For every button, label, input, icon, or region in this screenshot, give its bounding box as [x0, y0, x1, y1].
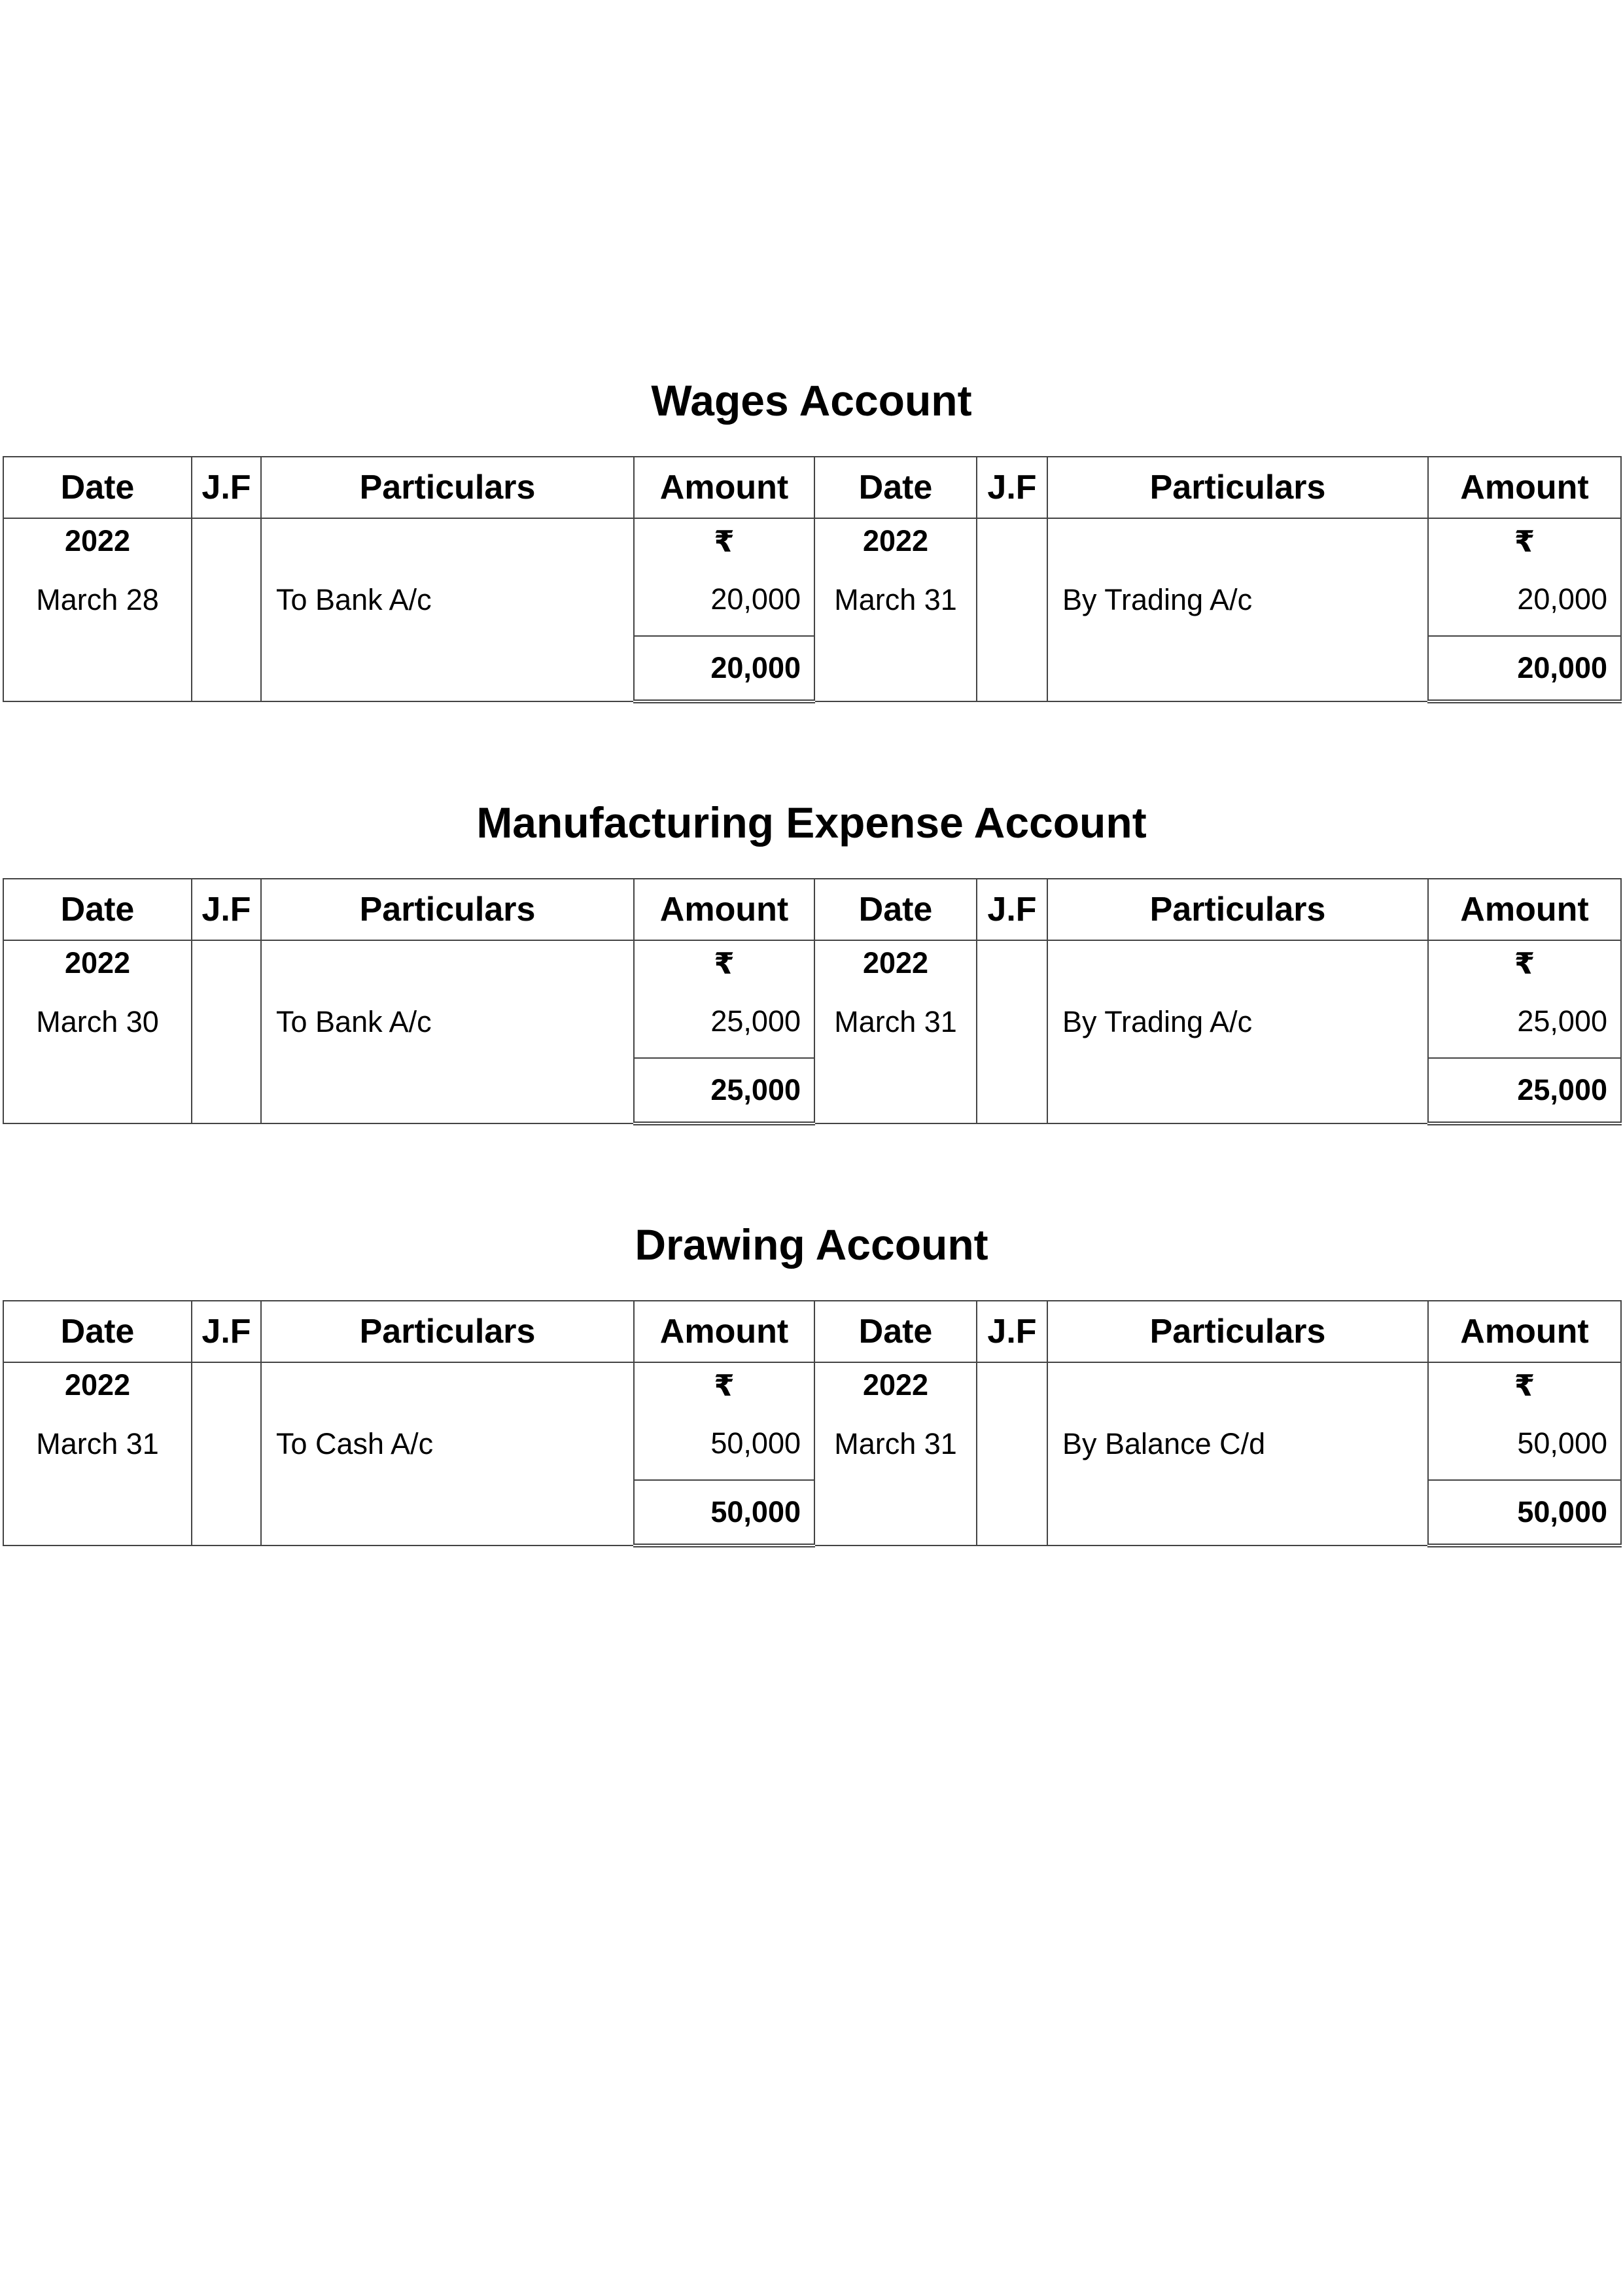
empty-cell [192, 1058, 261, 1123]
header-amount: Amount [634, 1301, 814, 1362]
credit-particulars-cell [1047, 518, 1428, 563]
credit-date: March 31 [814, 1407, 977, 1480]
credit-currency-symbol: ₹ [1428, 1362, 1621, 1407]
empty-cell [261, 1480, 634, 1545]
ledger-table [3, 1300, 1622, 1547]
empty-cell [977, 636, 1047, 701]
debit-amount: 20,000 [634, 563, 814, 636]
debit-amount: 50,000 [634, 1407, 814, 1480]
entry-row [3, 985, 1621, 1058]
debit-currency-symbol: ₹ [634, 940, 814, 985]
year-row [3, 518, 1621, 563]
credit-jf-cell [977, 940, 1047, 985]
empty-cell [3, 1058, 192, 1123]
debit-particulars: To Cash A/c [261, 1407, 634, 1480]
debit-jf-cell [192, 518, 261, 563]
header-amount: Amount [1428, 457, 1621, 518]
debit-jf-cell [192, 940, 261, 985]
credit-jf-cell [977, 518, 1047, 563]
credit-particulars: By Balance C/d [1047, 1407, 1428, 1480]
debit-particulars-cell [261, 518, 634, 563]
header-row [3, 879, 1621, 940]
debit-year: 2022 [3, 940, 192, 985]
credit-jf-cell [977, 1362, 1047, 1407]
year-row [3, 1362, 1621, 1407]
credit-total: 20,000 [1428, 636, 1621, 701]
header-amount: Amount [1428, 879, 1621, 940]
empty-cell [261, 1058, 634, 1123]
credit-currency-symbol: ₹ [1428, 940, 1621, 985]
header-particulars: Particulars [1047, 457, 1428, 518]
credit-date: March 31 [814, 563, 977, 636]
ledger-table [3, 878, 1622, 1125]
credit-year: 2022 [814, 940, 977, 985]
total-row [3, 636, 1621, 701]
header-date: Date [814, 457, 977, 518]
header-amount: Amount [634, 879, 814, 940]
account-title: Manufacturing Expense Account [476, 798, 1147, 847]
debit-year: 2022 [3, 518, 192, 563]
debit-currency-symbol: ₹ [634, 518, 814, 563]
entry-row [3, 1407, 1621, 1480]
header-particulars: Particulars [1047, 1301, 1428, 1362]
header-row [3, 1301, 1621, 1362]
header-date: Date [814, 1301, 977, 1362]
credit-particulars-cell [1047, 940, 1428, 985]
header-jf: J.F [977, 879, 1047, 940]
year-row [3, 940, 1621, 985]
debit-jf-cell [192, 1362, 261, 1407]
debit-particulars-cell [261, 1362, 634, 1407]
credit-year: 2022 [814, 518, 977, 563]
debit-total: 25,000 [634, 1058, 814, 1123]
empty-cell [1047, 1058, 1428, 1123]
header-row [3, 457, 1621, 518]
debit-jf [192, 563, 261, 636]
total-row [3, 1058, 1621, 1123]
header-amount: Amount [634, 457, 814, 518]
header-jf: J.F [192, 457, 261, 518]
credit-total: 50,000 [1428, 1480, 1621, 1545]
header-jf: J.F [977, 1301, 1047, 1362]
empty-cell [261, 636, 634, 701]
header-jf: J.F [192, 1301, 261, 1362]
header-particulars: Particulars [1047, 879, 1428, 940]
header-date: Date [3, 457, 192, 518]
debit-date: March 31 [3, 1407, 192, 1480]
header-particulars: Particulars [261, 457, 634, 518]
credit-particulars-cell [1047, 1362, 1428, 1407]
empty-cell [814, 1480, 977, 1545]
empty-cell [814, 636, 977, 701]
total-row [3, 1480, 1621, 1545]
credit-particulars: By Trading A/c [1047, 563, 1428, 636]
empty-cell [977, 1480, 1047, 1545]
credit-jf [977, 985, 1047, 1058]
credit-currency-symbol: ₹ [1428, 518, 1621, 563]
empty-cell [1047, 1480, 1428, 1545]
debit-jf [192, 1407, 261, 1480]
empty-cell [192, 1480, 261, 1545]
credit-amount: 25,000 [1428, 985, 1621, 1058]
account-title: Wages Account [651, 376, 972, 425]
header-jf: J.F [192, 879, 261, 940]
credit-year: 2022 [814, 1362, 977, 1407]
debit-particulars: To Bank A/c [261, 985, 634, 1058]
credit-particulars: By Trading A/c [1047, 985, 1428, 1058]
header-date: Date [814, 879, 977, 940]
ledger-table [3, 456, 1622, 703]
header-jf: J.F [977, 457, 1047, 518]
entry-row [3, 563, 1621, 636]
header-particulars: Particulars [261, 1301, 634, 1362]
debit-total: 20,000 [634, 636, 814, 701]
account-title: Drawing Account [635, 1220, 988, 1269]
debit-amount: 25,000 [634, 985, 814, 1058]
debit-jf [192, 985, 261, 1058]
header-date: Date [3, 879, 192, 940]
credit-jf [977, 563, 1047, 636]
debit-particulars: To Bank A/c [261, 563, 634, 636]
header-date: Date [3, 1301, 192, 1362]
debit-currency-symbol: ₹ [634, 1362, 814, 1407]
header-amount: Amount [1428, 1301, 1621, 1362]
empty-cell [3, 1480, 192, 1545]
debit-year: 2022 [3, 1362, 192, 1407]
credit-amount: 50,000 [1428, 1407, 1621, 1480]
credit-amount: 20,000 [1428, 563, 1621, 636]
credit-total: 25,000 [1428, 1058, 1621, 1123]
empty-cell [192, 636, 261, 701]
header-particulars: Particulars [261, 879, 634, 940]
credit-jf [977, 1407, 1047, 1480]
debit-date: March 28 [3, 563, 192, 636]
empty-cell [3, 636, 192, 701]
debit-particulars-cell [261, 940, 634, 985]
empty-cell [977, 1058, 1047, 1123]
debit-date: March 30 [3, 985, 192, 1058]
empty-cell [814, 1058, 977, 1123]
debit-total: 50,000 [634, 1480, 814, 1545]
empty-cell [1047, 636, 1428, 701]
credit-date: March 31 [814, 985, 977, 1058]
